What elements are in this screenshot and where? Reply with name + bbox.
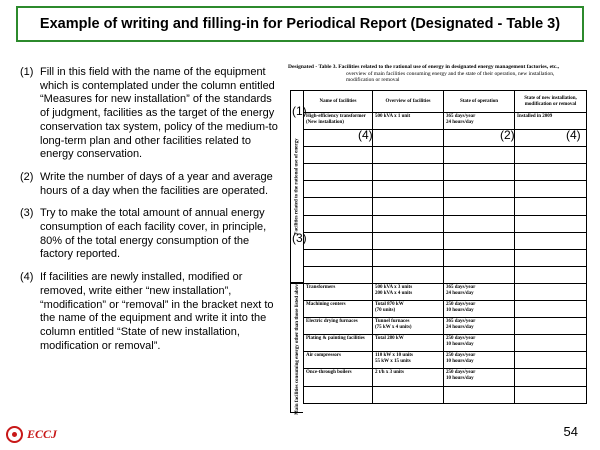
cell-state[interactable] [515,198,587,215]
marker-4a: (4) [358,128,373,142]
cell-overview[interactable]: 500 kVA x 3 units 200 kVA x 4 units [373,283,444,300]
instruction-item [20,207,282,262]
cell-state[interactable]: Installed in 2009 [515,113,587,130]
cell-overview[interactable]: 500 kVA x 1 unit [373,113,444,130]
cell-state[interactable] [515,232,587,249]
cell-operation[interactable] [444,249,515,266]
form-caption-line2: overview of main facilities consuming energy and the state of their operation, new installation, [346,70,555,77]
cell-name[interactable] [304,198,373,215]
report-form-table [290,90,586,413]
cell-overview[interactable]: Total 280 kW [373,335,444,352]
form-caption-line3: modification or removal [346,77,400,84]
side-label-main-facilities: Main facilities consuming energy other than those listed above [290,283,303,413]
logo-ring-icon [6,426,23,443]
cell-overview[interactable]: 2 t/h x 3 units [373,369,444,386]
header-name: Name of facilities [304,91,373,113]
cell-overview[interactable] [373,147,444,164]
cell-state[interactable] [515,283,587,300]
cell-operation[interactable] [444,164,515,181]
cell-operation[interactable]: 250 days/year 10 hours/day [444,352,515,369]
cell-operation[interactable] [444,386,515,403]
header-operation: State of operation [444,91,515,113]
title-box [16,6,584,42]
main-facility-row [304,352,587,369]
cell-name[interactable]: Air compressors [304,352,373,369]
cell-overview[interactable] [373,266,444,283]
energy-facility-row [304,130,587,147]
cell-state[interactable] [515,386,587,403]
cell-state[interactable] [515,181,587,198]
cell-name[interactable]: Transformers [304,283,373,300]
cell-overview[interactable] [373,386,444,403]
cell-name[interactable] [304,147,373,164]
cell-overview[interactable] [373,249,444,266]
page-number: 54 [563,424,578,439]
cell-operation[interactable]: 250 days/year 10 hours/day [444,335,515,352]
instruction-number: (2) [20,170,34,183]
cell-state[interactable] [515,215,587,232]
main-facility-row [304,335,587,352]
energy-facility-row [304,266,587,283]
cell-state[interactable] [515,301,587,318]
cell-overview[interactable]: Total 870 kW (70 units) [373,301,444,318]
facilities-table [303,90,587,404]
cell-state[interactable] [515,164,587,181]
energy-facility-row [304,215,587,232]
energy-facility-row [304,164,587,181]
cell-overview[interactable] [373,198,444,215]
instruction-item [20,271,282,353]
main-facility-row [304,369,587,386]
cell-name[interactable] [304,232,373,249]
instructions-list [20,66,282,362]
marker-4b: (4) [566,128,581,142]
cell-overview[interactable] [373,232,444,249]
energy-facility-row [304,232,587,249]
cell-operation[interactable] [444,198,515,215]
instruction-number: (4) [20,271,34,284]
marker-1: (1) [292,104,307,118]
cell-operation[interactable]: 365 days/year 24 hours/day [444,283,515,300]
instruction-item [20,66,282,162]
cell-name[interactable] [304,164,373,181]
cell-overview[interactable] [373,130,444,147]
form-caption [288,64,588,84]
energy-facility-row [304,181,587,198]
cell-name[interactable]: Plating & painting facilities [304,335,373,352]
cell-name[interactable] [304,181,373,198]
main-facility-row [304,283,587,300]
instruction-item [20,171,282,198]
logo-text: ECCJ [27,426,58,441]
main-facility-row [304,318,587,335]
cell-name[interactable]: Electric drying furnaces [304,318,373,335]
cell-operation[interactable]: 250 days/year 10 hours/day [444,369,515,386]
cell-name[interactable] [304,249,373,266]
energy-facility-row [304,147,587,164]
main-facility-row [304,386,587,403]
cell-state[interactable] [515,318,587,335]
cell-overview[interactable] [373,215,444,232]
slide-title: Example of writing and filling-in for Periodical Report (Designated - Table 3) [39,16,561,32]
header-overview: Overview of facilities [373,91,444,113]
instruction-text: If facilities are newly installed, modified or removed, write either “new installation”, “modification” or “removal” in the bracket next to the name of the equipment and write it into the column entitled “State of new installation, modification or removal”. [40,271,274,352]
main-facility-row [304,301,587,318]
energy-facility-row [304,113,587,130]
cell-state[interactable] [515,369,587,386]
cell-operation[interactable] [444,215,515,232]
cell-name[interactable]: Machining centers [304,301,373,318]
instruction-text: Try to make the total amount of annual energy consumption of each facility cover, in principle, 80% of the total energy consumption of the factory reported. [40,207,267,261]
cell-operation[interactable] [444,181,515,198]
marker-2: (2) [500,128,515,142]
cell-operation[interactable]: 365 days/year 24 hours/day [444,318,515,335]
cell-name[interactable] [304,215,373,232]
cell-overview[interactable] [373,164,444,181]
energy-facility-row [304,198,587,215]
cell-overview[interactable] [373,181,444,198]
eccj-logo [6,425,66,443]
cell-operation[interactable]: 365 days/year 24 hours/day [444,113,515,130]
instruction-number: (1) [20,66,34,78]
cell-operation[interactable] [444,232,515,249]
marker-3: (3) [292,231,307,245]
instruction-number: (3) [20,207,34,220]
table-header-row [304,91,587,113]
cell-state[interactable] [515,335,587,352]
cell-name[interactable]: High-efficiency transformer (New installation) [304,113,373,130]
cell-operation[interactable] [444,266,515,283]
cell-state[interactable] [515,266,587,283]
cell-state[interactable] [515,147,587,164]
cell-operation[interactable] [444,147,515,164]
side-label-energy-facilities: Facilities related to the rational use of energy [290,90,303,283]
energy-facility-row [304,249,587,266]
instruction-text: Write the number of days of a year and average hours of a day when the facilities are operated. [40,170,273,197]
cell-overview[interactable]: 110 kW x 10 units 55 kW x 15 units [373,352,444,369]
cell-overview[interactable]: Tunnel furnaces (75 kW x 4 units) [373,318,444,335]
header-state: State of new installation, modification or removal [515,91,587,113]
cell-name[interactable]: Once-through boilers [304,369,373,386]
cell-name[interactable] [304,266,373,283]
form-caption-line1: Designated - Table 3. Facilities related to the rational use of energy in designated energy management factories, etc., [288,64,560,70]
cell-state[interactable] [515,249,587,266]
cell-operation[interactable]: 250 days/year 10 hours/day [444,301,515,318]
instruction-text: Fill in this field with the name of the equipment which is contemplated under the column entitled “Measures for new installation” of the standards of judgment, facilities as the target of the energy conservation tax system, policy of the medium-to long-term plan and other facilities related to energy conservation. [40,66,278,161]
cell-name[interactable] [304,386,373,403]
cell-state[interactable] [515,352,587,369]
